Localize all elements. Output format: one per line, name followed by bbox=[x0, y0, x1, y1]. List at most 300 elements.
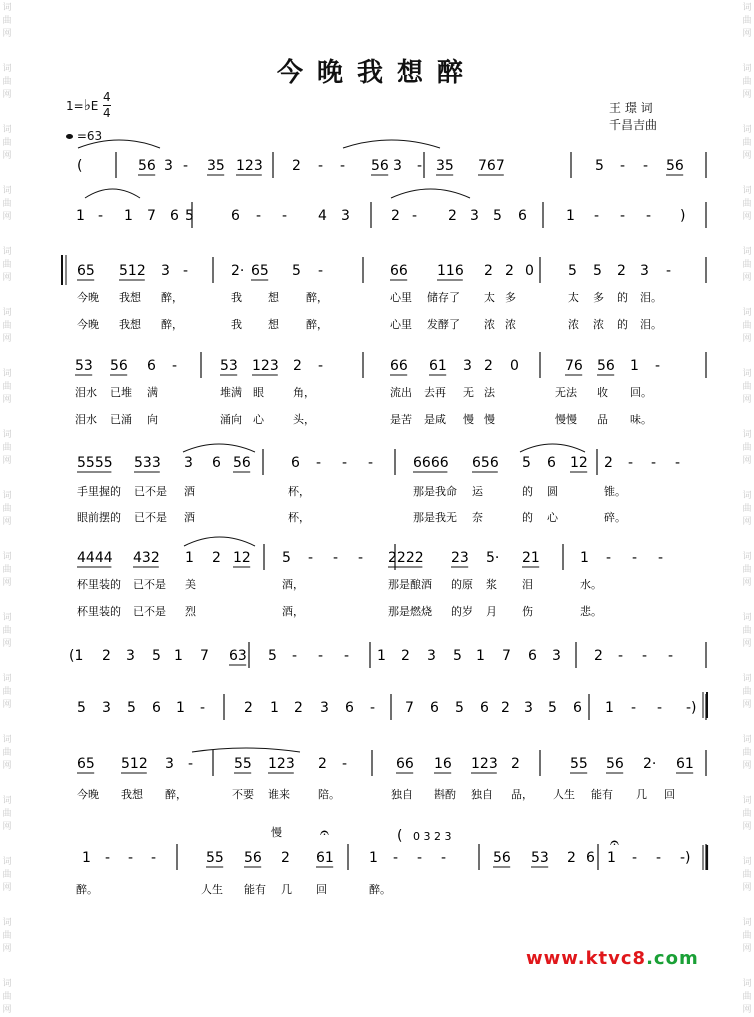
lyric-r6a: 泪 bbox=[522, 578, 533, 591]
note-r8: 1 bbox=[176, 700, 185, 716]
lyric-r6b: 烈 bbox=[185, 605, 196, 618]
note-r1: 5 bbox=[595, 158, 604, 174]
note-r4: 2 bbox=[293, 358, 302, 374]
side-watermark: 词 曲 网 bbox=[742, 674, 752, 710]
lyric-r3a: 太 bbox=[568, 291, 579, 304]
fermata-mark: 𝄐 bbox=[320, 823, 329, 842]
note-r6: - bbox=[358, 550, 364, 566]
note-r10: - bbox=[105, 850, 111, 866]
note-r8: 3 bbox=[524, 700, 533, 716]
note-r1: 3 bbox=[164, 158, 173, 174]
note-r10: - bbox=[656, 850, 662, 866]
lyric-r3b: 醉， bbox=[161, 318, 183, 331]
side-watermark: 词 曲 网 bbox=[742, 735, 752, 771]
side-watermark: 词 曲 网 bbox=[742, 186, 752, 222]
note-r1: - bbox=[620, 158, 626, 174]
side-watermark: 词 曲 网 bbox=[742, 125, 752, 161]
note-r8: 5 bbox=[127, 700, 136, 716]
note-r1: 3 bbox=[393, 158, 402, 174]
slur bbox=[85, 189, 140, 198]
note-r8: 2 bbox=[501, 700, 510, 716]
lyric-r5b: 碎。 bbox=[604, 511, 626, 524]
intro-paren: ( bbox=[397, 828, 403, 844]
note-r10: 2 bbox=[567, 850, 576, 866]
lyric-r9: 人生 bbox=[553, 788, 575, 801]
lyric-r4a: 满 bbox=[147, 386, 158, 399]
note-r6: 432 bbox=[133, 550, 160, 566]
lyric-r5b: 已不是 bbox=[134, 511, 167, 524]
note-r6: 1 bbox=[580, 550, 589, 566]
note-r1: - bbox=[318, 158, 324, 174]
lyric-r9: 回 bbox=[664, 788, 675, 801]
lyric-r4b: 已涌 bbox=[110, 413, 132, 426]
note-r3: - bbox=[318, 263, 324, 279]
note-r5: 533 bbox=[134, 455, 161, 471]
note-r10: 6 bbox=[586, 850, 595, 866]
lyric-r6a: 酒， bbox=[282, 578, 304, 591]
lyric-r3b: 浓 bbox=[593, 318, 604, 331]
note-r10: 1 bbox=[607, 850, 616, 866]
note-r4: 56 bbox=[597, 358, 615, 374]
note-r2: - bbox=[620, 208, 626, 224]
note-r7: 3 bbox=[427, 648, 436, 664]
lyric-r3b: 浓 bbox=[505, 318, 516, 331]
lyric-r5b: 那是我无 bbox=[413, 511, 457, 524]
note-r8: 5 bbox=[548, 700, 557, 716]
lyric-r5b: 的 bbox=[522, 511, 533, 524]
note-r7: 5 bbox=[453, 648, 462, 664]
note-r2: - bbox=[594, 208, 600, 224]
note-r9: 61 bbox=[676, 756, 694, 772]
side-watermark: 词 曲 网 bbox=[2, 3, 12, 39]
side-watermark: 词 曲 网 bbox=[2, 491, 12, 527]
composer-credit: 千昌吉曲 bbox=[609, 118, 658, 132]
side-watermark: 词 曲 网 bbox=[742, 247, 752, 283]
note-r8: - bbox=[200, 700, 206, 716]
note-r8: - bbox=[370, 700, 376, 716]
lyric-r3b: 我 bbox=[231, 318, 242, 331]
lyric-r9: 独自 bbox=[471, 788, 493, 801]
note-r7: - bbox=[618, 648, 624, 664]
lyric-r9: 不要 bbox=[232, 788, 254, 801]
note-r1: 35 bbox=[207, 158, 225, 174]
note-r7: 3 bbox=[126, 648, 135, 664]
note-r8: 5 bbox=[77, 700, 86, 716]
note-r8: 6 bbox=[573, 700, 582, 716]
note-r9: 2· bbox=[643, 756, 657, 772]
lyric-r3b: 泪。 bbox=[640, 318, 662, 331]
note-r5: - bbox=[628, 455, 634, 471]
side-watermark: 词 曲 网 bbox=[742, 552, 752, 588]
note-r10: 1 bbox=[369, 850, 378, 866]
lyric-r3a: 泪。 bbox=[640, 291, 662, 304]
lyric-r3b: 醉， bbox=[306, 318, 328, 331]
note-r6: - bbox=[658, 550, 664, 566]
lyric-r6a: 水。 bbox=[580, 578, 602, 591]
note-r5: - bbox=[651, 455, 657, 471]
note-r10: - bbox=[128, 850, 134, 866]
lyric-r3a: 我想 bbox=[119, 291, 141, 304]
note-r9: 56 bbox=[606, 756, 624, 772]
side-watermark: 词 曲 网 bbox=[2, 369, 12, 405]
lyric-r6a: 的原 bbox=[451, 578, 473, 591]
side-watermark: 词 曲 网 bbox=[2, 735, 12, 771]
note-r4: 53 bbox=[220, 358, 238, 374]
note-r8: 3 bbox=[102, 700, 111, 716]
note-r8: 2 bbox=[244, 700, 253, 716]
note-r6: - bbox=[606, 550, 612, 566]
slur bbox=[184, 537, 255, 546]
note-r7: - bbox=[642, 648, 648, 664]
note-r4: 2 bbox=[484, 358, 493, 374]
note-r3: 65 bbox=[251, 263, 269, 279]
slur bbox=[520, 444, 585, 452]
lyric-r4a: 泪水 bbox=[75, 386, 97, 399]
note-r5: 3 bbox=[184, 455, 193, 471]
note-r6: - bbox=[632, 550, 638, 566]
note-r5: - bbox=[316, 455, 322, 471]
note-r5: 5 bbox=[522, 455, 531, 471]
note-r2: 5 bbox=[185, 208, 194, 224]
lyric-r5a: 运 bbox=[472, 485, 483, 498]
lyric-r5a: 已不是 bbox=[134, 485, 167, 498]
note-r8: 6 bbox=[152, 700, 161, 716]
note-r6: 2 bbox=[212, 550, 221, 566]
note-r4: 66 bbox=[390, 358, 408, 374]
note-r6: 5 bbox=[282, 550, 291, 566]
lyric-r4b: 涌向 bbox=[220, 413, 242, 426]
lyricist-credit: 王 璟 词 bbox=[609, 101, 653, 115]
lyric-r6b: 的岁 bbox=[451, 605, 473, 618]
note-r8: 1 bbox=[270, 700, 279, 716]
note-r8: - bbox=[631, 700, 637, 716]
lyric-r5a: 圆 bbox=[547, 485, 558, 498]
lyric-r4b: 慢 bbox=[463, 413, 474, 426]
note-r7: 7 bbox=[502, 648, 511, 664]
lyric-r9: 陪。 bbox=[318, 788, 340, 801]
lyric-r4b: 泪水 bbox=[75, 413, 97, 426]
key-letter: E bbox=[90, 99, 99, 113]
note-r2: 5 bbox=[493, 208, 502, 224]
side-watermark: 词 曲 网 bbox=[742, 979, 752, 1015]
lyric-r4a: 已堆 bbox=[110, 386, 132, 399]
lyric-r4a: 法 bbox=[484, 386, 495, 399]
note-r7: 5 bbox=[268, 648, 277, 664]
lyric-r3a: 多 bbox=[505, 291, 516, 304]
note-r9: 512 bbox=[121, 756, 148, 772]
note-r10: 2 bbox=[281, 850, 290, 866]
lyric-r4b: 品 bbox=[597, 413, 608, 426]
lyric-r3b: 我想 bbox=[119, 318, 141, 331]
note-r10: - bbox=[151, 850, 157, 866]
lyric-r6b: 悲。 bbox=[580, 605, 602, 618]
note-r10: 61 bbox=[316, 850, 334, 866]
note-r2: 7 bbox=[147, 208, 156, 224]
note-r4: 61 bbox=[429, 358, 447, 374]
note-r8: 2 bbox=[294, 700, 303, 716]
lyric-r3a: 今晚 bbox=[77, 291, 99, 304]
side-watermark: 词 曲 网 bbox=[742, 430, 752, 466]
note-r4: 6 bbox=[147, 358, 156, 374]
side-watermark: 词 曲 网 bbox=[2, 247, 12, 283]
note-r10: 53 bbox=[531, 850, 549, 866]
note-r9: - bbox=[188, 756, 194, 772]
note-r1: 767 bbox=[478, 158, 505, 174]
note-r8: 1 bbox=[605, 700, 614, 716]
lyric-r10: 回 bbox=[316, 883, 327, 896]
lyric-r6a: 美 bbox=[185, 578, 196, 591]
note-r2: - bbox=[98, 208, 104, 224]
lyric-r6a: 那是酿酒 bbox=[388, 578, 432, 591]
note-r3: 512 bbox=[119, 263, 146, 279]
slur bbox=[192, 748, 300, 752]
note-r4: 56 bbox=[110, 358, 128, 374]
note-r2: - bbox=[646, 208, 652, 224]
note-r9: - bbox=[342, 756, 348, 772]
note-r9: 123 bbox=[471, 756, 498, 772]
lyric-r5a: 酒 bbox=[184, 485, 195, 498]
note-r7: 7 bbox=[200, 648, 209, 664]
tempo-value: =63 bbox=[76, 129, 103, 143]
lyric-r3a: 想 bbox=[268, 291, 279, 304]
lyric-r3b: 浓 bbox=[484, 318, 495, 331]
note-r2: 6 bbox=[231, 208, 240, 224]
side-watermark: 词 曲 网 bbox=[742, 308, 752, 344]
note-r1: 56 bbox=[371, 158, 389, 174]
lyric-r4b: 味。 bbox=[630, 413, 652, 426]
note-r3: 5 bbox=[292, 263, 301, 279]
lyric-r6b: 月 bbox=[486, 605, 497, 618]
lyric-r4b: 头， bbox=[293, 413, 315, 426]
note-r7: 63 bbox=[229, 648, 247, 664]
note-r8: 5 bbox=[455, 700, 464, 716]
lyric-r4b: 向 bbox=[147, 413, 158, 426]
side-watermark: 词 曲 网 bbox=[742, 64, 752, 100]
note-r2: - bbox=[256, 208, 262, 224]
side-watermark: 词 曲 网 bbox=[2, 979, 12, 1015]
time-signature-top: 4 bbox=[103, 90, 111, 104]
note-r7: 3 bbox=[552, 648, 561, 664]
lyric-r4a: 无 bbox=[463, 386, 474, 399]
note-r10: 56 bbox=[244, 850, 262, 866]
lyric-r3a: 储存了 bbox=[427, 291, 460, 304]
side-watermark: 词 曲 网 bbox=[2, 308, 12, 344]
note-r6: 2222 bbox=[388, 550, 424, 566]
lyric-r3b: 浓 bbox=[568, 318, 579, 331]
note-r2: 2 bbox=[448, 208, 457, 224]
note-r4: 76 bbox=[565, 358, 583, 374]
lyric-r4a: 眼 bbox=[253, 386, 264, 399]
note-r3: 3 bbox=[161, 263, 170, 279]
note-r1: 35 bbox=[436, 158, 454, 174]
slur bbox=[343, 140, 440, 148]
note-r1: 56 bbox=[666, 158, 684, 174]
lyric-r10: 醉。 bbox=[369, 883, 391, 896]
note-r5: - bbox=[675, 455, 681, 471]
note-r7: - bbox=[344, 648, 350, 664]
side-watermark: 词 曲 网 bbox=[742, 796, 752, 832]
note-r3: 5 bbox=[593, 263, 602, 279]
note-r2: 6 bbox=[170, 208, 179, 224]
note-r2: 1 bbox=[76, 208, 85, 224]
lyric-r3a: 太 bbox=[484, 291, 495, 304]
side-watermark: 词 曲 网 bbox=[2, 64, 12, 100]
note-r9: 2 bbox=[511, 756, 520, 772]
note-r10: - bbox=[393, 850, 399, 866]
note-r5: 2 bbox=[604, 455, 613, 471]
lyric-r3b: 今晚 bbox=[77, 318, 99, 331]
intro-numbers: 0 3 2 3 bbox=[413, 830, 452, 843]
note-r3: 2 bbox=[484, 263, 493, 279]
note-r4: - bbox=[655, 358, 661, 374]
note-r8: 7 bbox=[405, 700, 414, 716]
note-r8: -) bbox=[686, 700, 697, 716]
note-r3: - bbox=[666, 263, 672, 279]
note-r10: 56 bbox=[493, 850, 511, 866]
note-r7: 2 bbox=[594, 648, 603, 664]
lyric-r6b: 那是燃烧 bbox=[388, 605, 432, 618]
lyric-r4b: 心 bbox=[253, 413, 264, 426]
lyric-r6b: 酒， bbox=[282, 605, 304, 618]
note-r1: - bbox=[340, 158, 346, 174]
note-r4: 1 bbox=[630, 358, 639, 374]
note-r1: 56 bbox=[138, 158, 156, 174]
note-r1: 123 bbox=[236, 158, 263, 174]
lyric-r9: 能有 bbox=[591, 788, 613, 801]
side-watermark: 词 曲 网 bbox=[742, 3, 752, 39]
lyric-r9: 独自 bbox=[391, 788, 413, 801]
note-r9: 3 bbox=[165, 756, 174, 772]
note-r10: 1 bbox=[82, 850, 91, 866]
note-r7: - bbox=[668, 648, 674, 664]
note-r5: 6 bbox=[291, 455, 300, 471]
note-r6: - bbox=[333, 550, 339, 566]
lyric-r4a: 无法 bbox=[555, 386, 577, 399]
lyric-r6b: 已不是 bbox=[133, 605, 166, 618]
side-watermark: 词 曲 网 bbox=[2, 552, 12, 588]
note-r5: 6666 bbox=[413, 455, 449, 471]
lyric-r3a: 醉， bbox=[306, 291, 328, 304]
lyric-r5a: 的 bbox=[522, 485, 533, 498]
note-r2: 1 bbox=[566, 208, 575, 224]
note-r9: 55 bbox=[234, 756, 252, 772]
note-r10: -) bbox=[680, 850, 691, 866]
song-title: 今晚我想醉 bbox=[276, 58, 477, 88]
lyric-r5b: 心 bbox=[547, 511, 558, 524]
note-r7: (1 bbox=[69, 648, 84, 664]
note-r3: 0 bbox=[525, 263, 534, 279]
slur bbox=[183, 444, 255, 452]
key-tonic-label: 1= bbox=[66, 99, 84, 113]
lyric-r10: 人生 bbox=[201, 883, 223, 896]
lyric-r5a: 手里握的 bbox=[77, 485, 121, 498]
note-r5: 6 bbox=[547, 455, 556, 471]
lyric-r4a: 角， bbox=[293, 386, 315, 399]
side-watermark: 词 曲 网 bbox=[2, 125, 12, 161]
lyric-r5b: 杯， bbox=[288, 511, 310, 524]
note-r2: 4 bbox=[318, 208, 327, 224]
note-r5: - bbox=[368, 455, 374, 471]
site-logo-red: www.ktvc8 bbox=[526, 948, 647, 969]
side-watermark: 词 曲 网 bbox=[2, 918, 12, 954]
lyric-r6a: 已不是 bbox=[133, 578, 166, 591]
note-r3: 2 bbox=[617, 263, 626, 279]
lyric-r4a: 回。 bbox=[630, 386, 652, 399]
lyric-r4b: 是咸 bbox=[424, 413, 446, 426]
note-r7: 6 bbox=[528, 648, 537, 664]
note-r4: - bbox=[172, 358, 178, 374]
note-r6: - bbox=[308, 550, 314, 566]
note-r1: - bbox=[417, 158, 423, 174]
note-r7: 1 bbox=[476, 648, 485, 664]
slur bbox=[391, 189, 470, 198]
note-r10: 55 bbox=[206, 850, 224, 866]
note-r2: 6 bbox=[518, 208, 527, 224]
flat-sign: ♭ bbox=[83, 96, 91, 114]
site-logo bbox=[526, 948, 699, 969]
note-r3: 65 bbox=[77, 263, 95, 279]
note-r4: - bbox=[318, 358, 324, 374]
note-r9: 16 bbox=[434, 756, 452, 772]
lyric-r5a: 那是我命 bbox=[413, 485, 457, 498]
lyric-r4a: 收 bbox=[597, 386, 608, 399]
note-r3: 116 bbox=[437, 263, 464, 279]
lyric-r10: 醉。 bbox=[76, 883, 98, 896]
lyric-r4b: 慢 bbox=[484, 413, 495, 426]
side-watermark: 词 曲 网 bbox=[742, 491, 752, 527]
lyric-r3b: 发酵了 bbox=[427, 318, 460, 331]
note-r10: - bbox=[441, 850, 447, 866]
note-r6: 5· bbox=[486, 550, 500, 566]
note-r2: 3 bbox=[470, 208, 479, 224]
note-r5: 656 bbox=[472, 455, 499, 471]
note-r3: 5 bbox=[568, 263, 577, 279]
note-r6: 21 bbox=[522, 550, 540, 566]
note-r3: - bbox=[183, 263, 189, 279]
side-watermark: 词 曲 网 bbox=[2, 186, 12, 222]
note-r10: - bbox=[632, 850, 638, 866]
lyric-r10: 能有 bbox=[244, 883, 266, 896]
note-r2: 1 bbox=[124, 208, 133, 224]
note-r3: 3 bbox=[640, 263, 649, 279]
site-logo-green: .com bbox=[646, 948, 699, 969]
note-r9: 55 bbox=[570, 756, 588, 772]
note-r6: 4444 bbox=[77, 550, 113, 566]
lyric-r5b: 奈 bbox=[472, 511, 483, 524]
note-r8: - bbox=[657, 700, 663, 716]
lyric-r5a: 杯， bbox=[288, 485, 310, 498]
side-watermark: 词 曲 网 bbox=[742, 857, 752, 893]
lyric-r5a: 锥。 bbox=[604, 485, 626, 498]
note-r1: - bbox=[643, 158, 649, 174]
lyric-r6a: 浆 bbox=[486, 578, 497, 591]
lyric-r9: 品， bbox=[511, 788, 533, 801]
lyric-r4a: 去再 bbox=[424, 386, 446, 399]
note-r2: - bbox=[412, 208, 418, 224]
side-watermark: 词 曲 网 bbox=[2, 430, 12, 466]
note-r4: 53 bbox=[75, 358, 93, 374]
lyric-r3b: 的 bbox=[617, 318, 628, 331]
note-r3: 2 bbox=[505, 263, 514, 279]
note-r9: 123 bbox=[268, 756, 295, 772]
note-r2: 3 bbox=[341, 208, 350, 224]
note-r7: - bbox=[318, 648, 324, 664]
lyric-r9: 几 bbox=[636, 788, 647, 801]
slow-tempo-mark: 慢 bbox=[271, 826, 282, 839]
note-r8: 6 bbox=[480, 700, 489, 716]
lyric-r3a: 心里 bbox=[390, 291, 412, 304]
note-r4: 123 bbox=[252, 358, 279, 374]
